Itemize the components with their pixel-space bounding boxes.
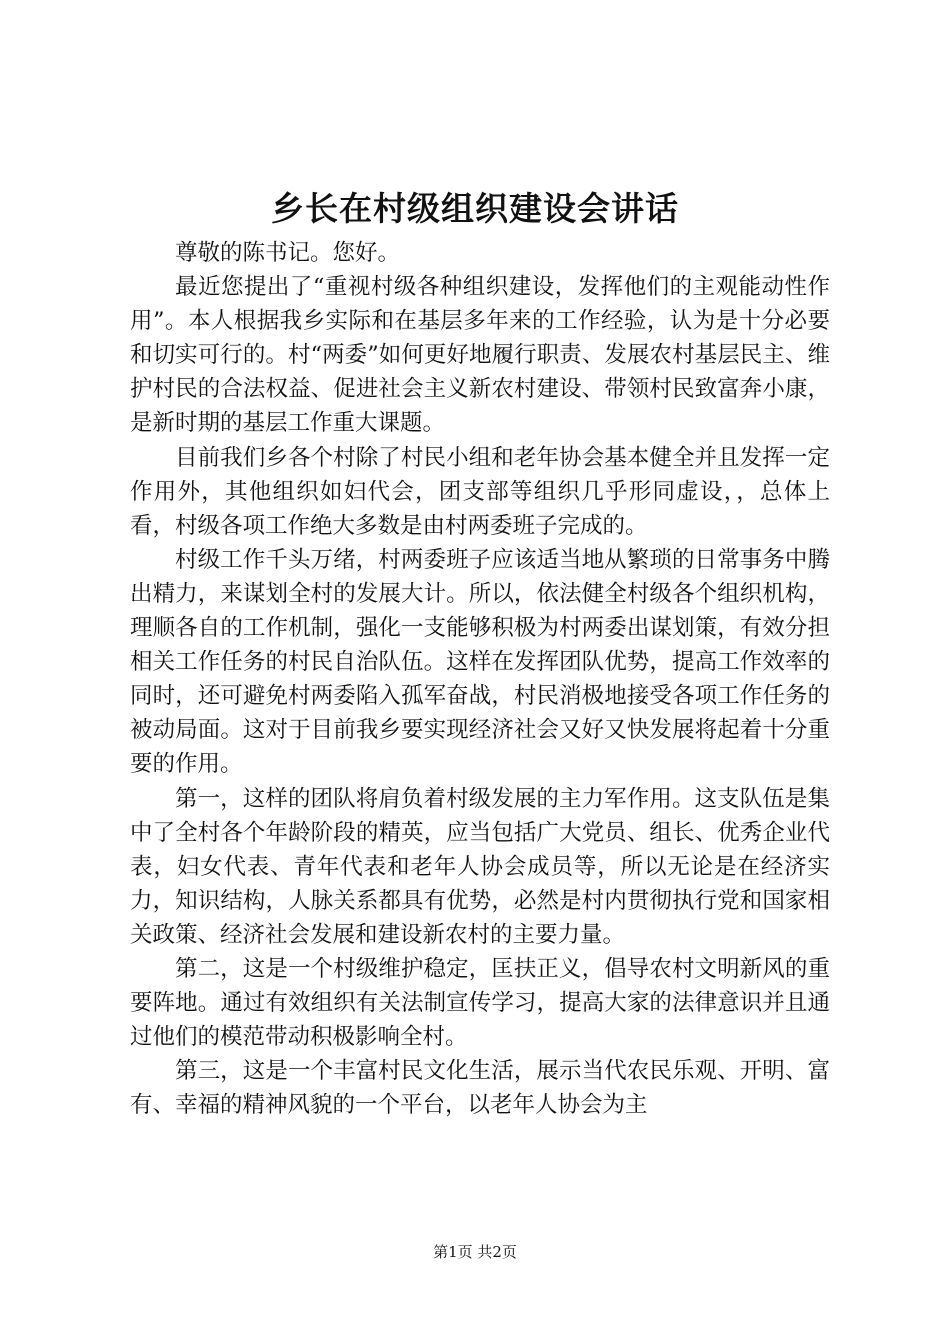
document-body — [130, 236, 830, 1122]
document-title: 乡长在村级组织建设会讲话 — [271, 189, 679, 228]
paragraph-5: 第二，这是一个村级维护稳定，匡扶正义，倡导农村文明新风的重要阵地。通过有效组织有关法制宣传学习，提高大家的法律意识并且通过他们的模范带动积极影响全村。 — [130, 955, 830, 1051]
page-indicator: 第1页 共2页 — [433, 1243, 517, 1261]
paragraph-2: 目前我们乡各个村除了村民小组和老年协会基本健全并且发挥一定作用外，其他组织如妇代会，团支部等组织几乎形同虚设，，总体上看，村级各项工作绝大多数是由村两委班子完成的。 — [130, 444, 830, 539]
paragraph-1: 最近您提出了“重视村级各种组织建设，发挥他们的主观能动性作用”。本人根据我乡实际和在基层多年来的工作经验，认为是十分必要和切实可行的。村“两委”如何更好地履行职责、发展农村基层民主、维护村民的合法权益、促进社会主义新农村建设、带领村民致富奔小康，是新时期的基层工作重大课题。 — [130, 274, 830, 437]
paragraph-3: 村级工作千头万绪，村两委班子应该适当地从繁琐的日常事务中腾出精力，来谋划全村的发展大计。所以，依法健全村级各个组织机构，理顺各自的工作机制，强化一支能够积极为村两委出谋划策，有效分担相关工作任务的村民自治队伍。这样在发挥团队优势，提高工作效率的同时，还可避免村两委陷入孤军奋战，村民消极地接受各项工作任务的被动局面。这对于目前我乡要实现经济社会又好又快发展将起着十分重要的作用。 — [130, 546, 830, 778]
paragraph-6: 第三，这是一个丰富村民文化生活，展示当代农民乐观、开明、富有、幸福的精神风貌的一个平台，以老年人协会为主 — [130, 1058, 830, 1119]
paragraph-salutation: 尊敬的陈书记。您好。 — [175, 240, 401, 266]
paragraph-4: 第一，这样的团队将肩负着村级发展的主力军作用。这支队伍是集中了全村各个年龄阶段的精英，应当包括广大党员、组长、优秀企业代表，妇女代表、青年代表和老年人协会成员等，所以无论是在经济实力，知识结构，人脉关系都具有优势，必然是村内贯彻执行党和国家相关政策、经济社会发展和建设新农村的主要力量。 — [130, 785, 830, 948]
